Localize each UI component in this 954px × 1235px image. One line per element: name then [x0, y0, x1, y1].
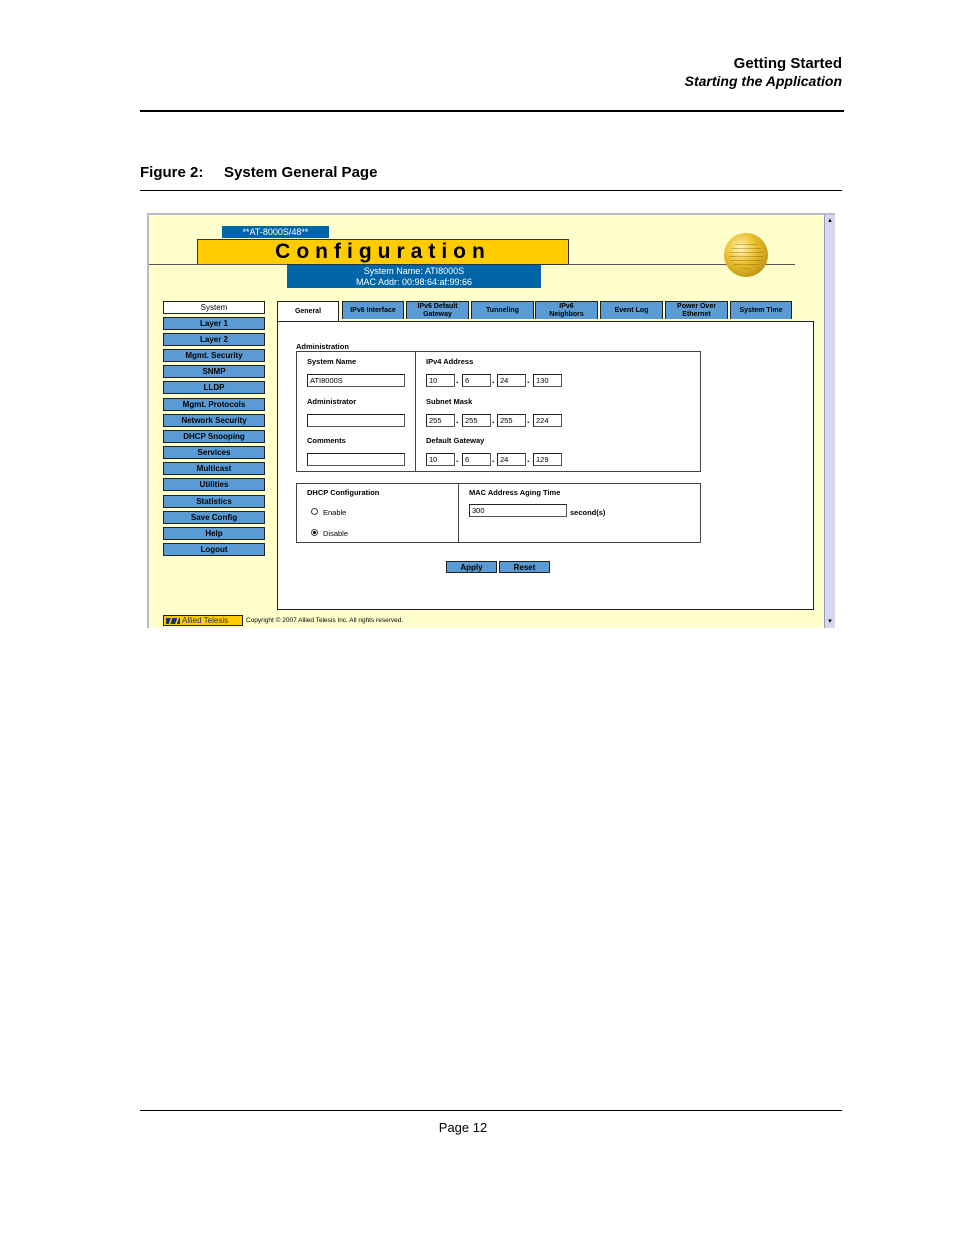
allied-telesis-mark-icon — [166, 618, 180, 624]
ipv4-octet-2-input[interactable]: 6 — [462, 374, 491, 387]
administration-heading: Administration — [296, 342, 349, 351]
ipv4-dot: . — [492, 375, 495, 385]
nav-mgmt-security[interactable]: Mgmt. Security — [163, 349, 265, 362]
banner-rule-left — [149, 264, 287, 265]
gateway-dot: . — [492, 454, 495, 464]
ipv4-dot: . — [527, 375, 530, 385]
dhcp-enable-label: Enable — [323, 508, 347, 517]
scroll-up-icon[interactable]: ▴ — [828, 217, 832, 224]
header-subtitle: Starting the Application — [684, 73, 842, 89]
scroll-down-icon[interactable]: ▾ — [828, 618, 832, 625]
gateway-octet-2-input[interactable]: 6 — [462, 453, 491, 466]
dhcp-divider — [458, 484, 459, 542]
ipv4-octet-4-input[interactable]: 130 — [533, 374, 562, 387]
administrator-label: Administrator — [307, 397, 357, 406]
copyright-text: Copyright © 2007 Allied Telesis Inc. All rights reserved. — [246, 617, 404, 624]
figure-caption — [140, 164, 377, 181]
administration-box — [296, 351, 701, 472]
figure-number: Figure 2: — [140, 164, 204, 181]
nav-statistics[interactable]: Statistics — [163, 495, 265, 508]
dhcp-disable-radio[interactable] — [311, 529, 318, 536]
vertical-scrollbar[interactable] — [824, 215, 835, 628]
tab-general[interactable]: General — [277, 301, 339, 322]
figure-rule — [140, 190, 842, 191]
nav-dhcp-snooping[interactable]: DHCP Snooping — [163, 430, 265, 443]
nav-services[interactable]: Services — [163, 446, 265, 459]
system-info-box — [287, 265, 541, 288]
nav-layer-1[interactable]: Layer 1 — [163, 317, 265, 330]
globe-logo-icon — [724, 233, 768, 277]
reset-button[interactable]: Reset — [499, 561, 550, 573]
gateway-dot: . — [527, 454, 530, 464]
mask-dot: . — [456, 415, 459, 425]
subnet-mask-label: Subnet Mask — [426, 397, 473, 406]
system-name-label: System Name — [307, 357, 357, 366]
nav-system[interactable]: System — [163, 301, 265, 314]
mask-dot: . — [492, 415, 495, 425]
tab-system-time[interactable]: System Time — [730, 301, 792, 319]
administrator-input[interactable] — [307, 414, 405, 427]
mac-aging-input[interactable]: 300 — [469, 504, 567, 517]
comments-input[interactable] — [307, 453, 405, 466]
nav-snmp[interactable]: SNMP — [163, 365, 265, 378]
nav-save-config[interactable]: Save Config — [163, 511, 265, 524]
nav-layer-2[interactable]: Layer 2 — [163, 333, 265, 346]
mac-address-line: MAC Addr: 00:98:64:af:99:66 — [355, 277, 473, 287]
allied-telesis-logo — [163, 615, 243, 626]
dhcp-enable-radio[interactable] — [311, 508, 318, 515]
header-rule — [140, 110, 844, 112]
brand-name: Allied Telesis — [182, 616, 229, 625]
header-title: Getting Started — [733, 55, 842, 72]
mask-octet-1-input[interactable]: 255 — [426, 414, 455, 427]
figure-title: System General Page — [224, 164, 378, 181]
system-name-line: System Name: ATI8000S — [363, 266, 465, 276]
screenshot-frame — [147, 213, 835, 628]
gateway-octet-1-input[interactable]: 10 — [426, 453, 455, 466]
admin-divider — [415, 352, 416, 471]
dhcp-configuration-label: DHCP Configuration — [307, 488, 380, 497]
nav-mgmt-protocols[interactable]: Mgmt. Protocols — [163, 398, 265, 411]
page-number: Page 12 — [438, 1120, 488, 1135]
apply-button[interactable]: Apply — [446, 561, 497, 573]
gateway-octet-4-input[interactable]: 129 — [533, 453, 562, 466]
general-panel — [277, 321, 814, 610]
gateway-octet-3-input[interactable]: 24 — [497, 453, 526, 466]
nav-network-security[interactable]: Network Security — [163, 414, 265, 427]
comments-label: Comments — [307, 436, 346, 445]
tab-ipv6-default-gateway[interactable]: IPv6 Default Gateway — [406, 301, 469, 319]
mask-octet-3-input[interactable]: 255 — [497, 414, 526, 427]
configuration-banner: Configuration — [197, 239, 569, 265]
ipv4-dot: . — [456, 375, 459, 385]
ipv4-address-label: IPv4 Address — [426, 357, 474, 366]
dhcp-disable-label: Disable — [323, 529, 349, 538]
nav-multicast[interactable]: Multicast — [163, 462, 265, 475]
mask-octet-4-input[interactable]: 224 — [533, 414, 562, 427]
default-gateway-label: Default Gateway — [426, 436, 485, 445]
ipv4-octet-1-input[interactable]: 10 — [426, 374, 455, 387]
mac-aging-unit: second(s) — [570, 508, 606, 517]
nav-lldp[interactable]: LLDP — [163, 381, 265, 394]
nav-help[interactable]: Help — [163, 527, 265, 540]
nav-logout[interactable]: Logout — [163, 543, 265, 556]
mask-octet-2-input[interactable]: 255 — [462, 414, 491, 427]
tab-ipv6-interface[interactable]: IPv6 Interface — [342, 301, 404, 319]
tab-event-log[interactable]: Event Log — [600, 301, 663, 319]
mac-aging-label: MAC Address Aging Time — [469, 488, 561, 497]
gateway-dot: . — [456, 454, 459, 464]
footer-rule — [140, 1110, 842, 1111]
system-name-input[interactable]: ATI8000S — [307, 374, 405, 387]
ipv4-octet-3-input[interactable]: 24 — [497, 374, 526, 387]
tab-tunneling[interactable]: Tunneling — [471, 301, 534, 319]
dhcp-mac-box — [296, 483, 701, 543]
model-label: **AT-8000S/48** — [222, 226, 329, 238]
mask-dot: . — [527, 415, 530, 425]
tab-ipv6-neighbors[interactable]: IPv6 Neighbors — [535, 301, 598, 319]
nav-utilities[interactable]: Utilities — [163, 478, 265, 491]
tab-power-over-ethernet[interactable]: Power Over Ethernet — [665, 301, 728, 319]
